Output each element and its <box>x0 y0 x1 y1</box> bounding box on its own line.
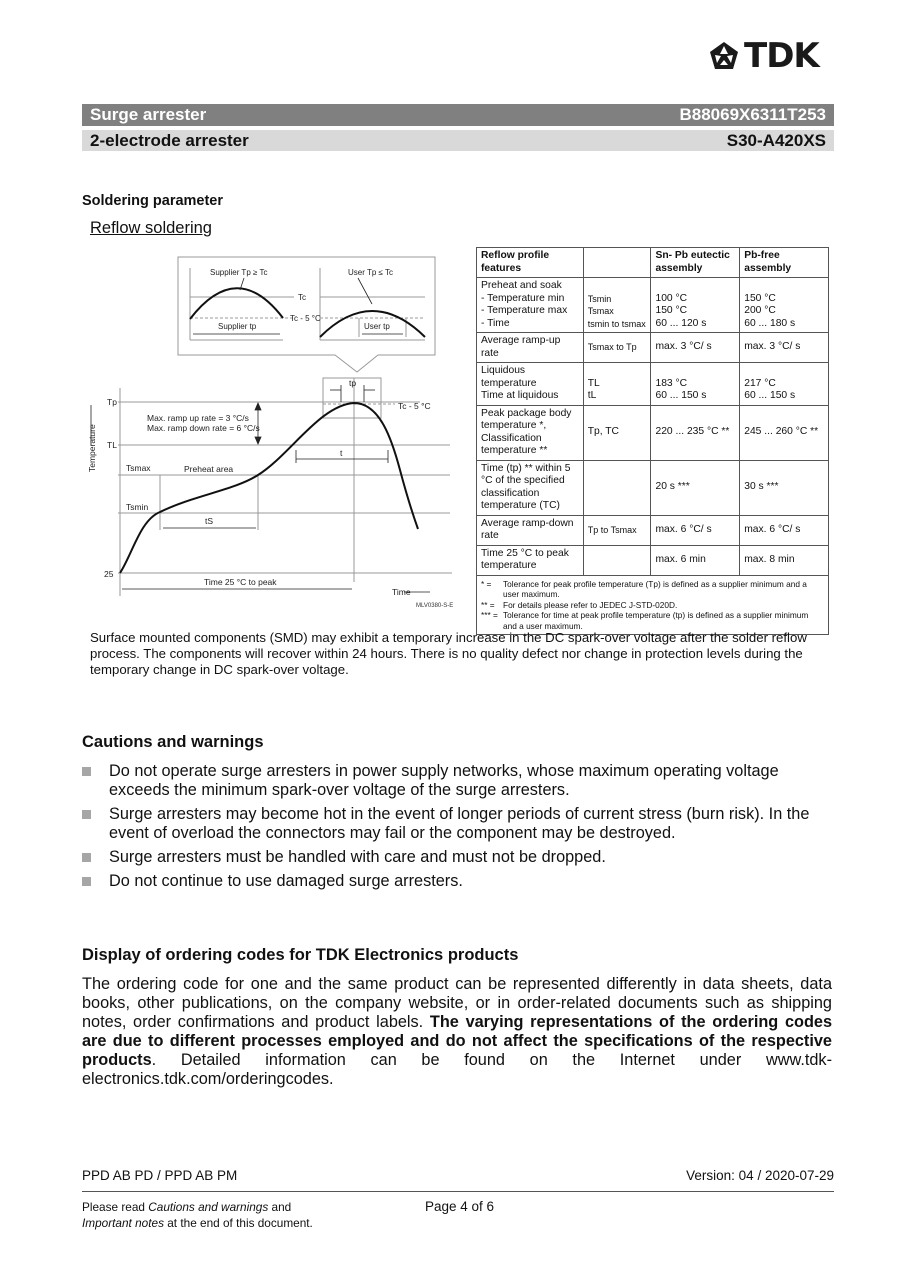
cell-symbol <box>583 460 651 515</box>
cell-snpb: max. 6 min <box>651 545 740 575</box>
figure-id: MLV0380-S-E <box>416 603 454 609</box>
table-note: ** = For details please refer to JEDEC J-STD-020D. <box>481 599 678 610</box>
cell-pbfree: max. 8 min <box>740 545 829 575</box>
y-axis-label: Temperature <box>87 424 97 472</box>
table-notes-row <box>477 575 829 635</box>
list-item: Do not continue to use damaged surge arresters. <box>82 872 842 891</box>
cell-feature: Average ramp-up rate <box>477 333 584 363</box>
cell-feature: Peak package body temperature *, Classification temperature ** <box>477 405 584 460</box>
cell-pbfree: 217 °C 60 ... 150 s <box>740 363 829 406</box>
bullet-square-icon <box>82 877 91 886</box>
bullet-square-icon <box>82 853 91 862</box>
preheat-area-label: Preheat area <box>184 464 234 474</box>
time-to-peak-label: Time 25 °C to peak <box>204 577 277 587</box>
cell-snpb: max. 6 °C/ s <box>651 515 740 545</box>
cell-feature: Time (tp) ** within 5 °C of the specified classification temperature (TC) <box>477 460 584 515</box>
reflow-subheading: Reflow soldering <box>90 219 212 237</box>
y-label-tsmax: Tsmax <box>126 463 151 473</box>
cell-snpb: 20 s *** <box>651 460 740 515</box>
cell-pbfree: 150 °C 200 °C 60 ... 180 s <box>740 278 829 333</box>
footer-department: PPD AB PD / PPD AB PM <box>82 1168 238 1183</box>
col-header-features: Reflow profile features <box>477 248 584 278</box>
y-label-tp: Tp <box>107 397 117 407</box>
bullet-square-icon <box>82 767 91 776</box>
tp-label: tp <box>349 378 357 388</box>
y-label-tsmin: Tsmin <box>126 502 149 512</box>
type-designation: S30-A420XS <box>726 130 826 150</box>
y-label-25: 25 <box>104 569 114 579</box>
brand-name: TDK <box>744 36 819 76</box>
cell-pbfree: max. 3 °C/ s <box>740 333 829 363</box>
col-header-pbfree: Pb-free assembly <box>740 248 829 278</box>
cell-symbol: TL tL <box>583 363 651 406</box>
reflow-profile-diagram <box>85 252 465 614</box>
ordering-emphasis: The varying representations of the ordering codes are due to different processes employed and do not affect the specifications of the respective products <box>82 1013 833 1069</box>
bullet-square-icon <box>82 810 91 819</box>
table-row <box>477 363 829 406</box>
cell-feature: Liquidous temperature Time at liquidous <box>477 363 584 406</box>
table-row <box>477 278 829 333</box>
ordering-paragraph: The ordering code for one and the same product can be represented differently in data sheets, data books, other publications, on the company website, or in order-related documents such as shipping notes, order confirmations and product labels. The varying representations of the ordering codes are due to different processes employed and do not affect the specifications of the respective products. Detailed information can be found on the Internet under www.tdk-electronics.tdk.com/orderingcodes. <box>82 975 833 1088</box>
product-subheader-bar <box>82 130 834 151</box>
cautions-list <box>82 762 842 896</box>
table-row <box>477 405 829 460</box>
footer-divider <box>82 1191 834 1192</box>
cell-pbfree: 30 s *** <box>740 460 829 515</box>
cell-pbfree: max. 6 °C/ s <box>740 515 829 545</box>
soldering-heading: Soldering parameter <box>82 193 224 209</box>
table-note: *** = Tolerance for time at peak profile temperature (tp) is defined as a supplier minimum and a user maximum. <box>481 610 809 631</box>
footer-version: Version: 04 / 2020-07-29 <box>686 1168 834 1183</box>
tdk-logo <box>708 38 836 74</box>
cell-symbol: Tsmax to Tp <box>583 333 651 363</box>
cell-feature: Time 25 °C to peak temperature <box>477 545 584 575</box>
page-number: Page 4 of 6 <box>425 1199 495 1214</box>
table-header-row <box>477 248 829 278</box>
cell-snpb: 100 °C 150 °C 60 ... 120 s <box>651 278 740 333</box>
inset-user-tp-label: User tp <box>364 322 390 331</box>
ordering-code: B88069X6311T253 <box>679 105 826 124</box>
cell-snpb: max. 3 °C/ s <box>651 333 740 363</box>
col-header-symbol <box>583 248 651 278</box>
cell-feature: Preheat and soak - Temperature min - Temperature max - Time <box>477 278 584 333</box>
table-row <box>477 545 829 575</box>
cell-symbol: Tp, TC <box>583 405 651 460</box>
table-row <box>477 515 829 545</box>
footer-note: Please read Cautions and warnings and Important notes at the end of this document. <box>82 1200 313 1230</box>
x-axis-label: Time <box>392 587 411 597</box>
ramp-up-label: Max. ramp up rate = 3 °C/s <box>147 413 249 423</box>
y-label-tl: TL <box>107 440 117 450</box>
reflow-profile-table <box>476 247 829 635</box>
ordering-heading: Display of ordering codes for TDK Electronics products <box>82 946 519 964</box>
col-header-snpb: Sn- Pb eutectic assembly <box>651 248 740 278</box>
cell-pbfree: 245 ... 260 °C ** <box>740 405 829 460</box>
inset-supplier-tp-label: Supplier tp <box>218 322 257 331</box>
cell-symbol <box>583 545 651 575</box>
cell-snpb: 183 °C 60 ... 150 s <box>651 363 740 406</box>
smd-note: Surface mounted components (SMD) may exhibit a temporary increase in the DC spark-over voltage after the solder reflow process. The components will recover within 24 hours. There is no quality defect nor change in protection levels during the temporary change in DC spark-over voltage. <box>90 630 807 677</box>
list-item: Do not operate surge arresters in power supply networks, whose maximum operating voltage exceeds the minimum spark-over voltage of the surge arresters. <box>82 762 842 800</box>
product-type: Surge arrester <box>90 105 207 124</box>
list-item: Surge arresters must be handled with care and must not be dropped. <box>82 848 842 867</box>
product-subtitle: 2-electrode arrester <box>90 130 249 150</box>
list-item: Surge arresters may become hot in the event of longer periods of current stress (burn risk). In the event of overload the connectors may fail or the component may be destroyed. <box>82 805 842 843</box>
ts-label: tS <box>205 516 214 526</box>
table-row <box>477 333 829 363</box>
ramp-down-label: Max. ramp down rate = 6 °C/s <box>147 423 260 433</box>
table-note: * = Tolerance for peak profile temperature (Tp) is defined as a supplier minimum and a user maximum. <box>481 578 807 599</box>
inset-tc-minus5-label: Tc - 5 °C <box>290 314 321 323</box>
product-header-bar <box>82 104 834 126</box>
cell-symbol: Tsmin Tsmax tsmin to tsmax <box>583 278 651 333</box>
t-label: t <box>340 448 343 458</box>
cell-symbol: Tp to Tsmax <box>583 515 651 545</box>
cell-feature: Average ramp-down rate <box>477 515 584 545</box>
inset-supplier-label: Supplier Tp ≥ Tc <box>210 268 268 277</box>
cautions-heading: Cautions and warnings <box>82 733 264 751</box>
table-row <box>477 460 829 515</box>
inset-user-label: User Tp ≤ Tc <box>348 268 393 277</box>
inset-tc-label: Tc <box>298 293 306 302</box>
tdk-star-logo-icon <box>708 41 740 71</box>
cell-snpb: 220 ... 235 °C ** <box>651 405 740 460</box>
tc-minus5-label: Tc - 5 °C <box>398 401 431 411</box>
